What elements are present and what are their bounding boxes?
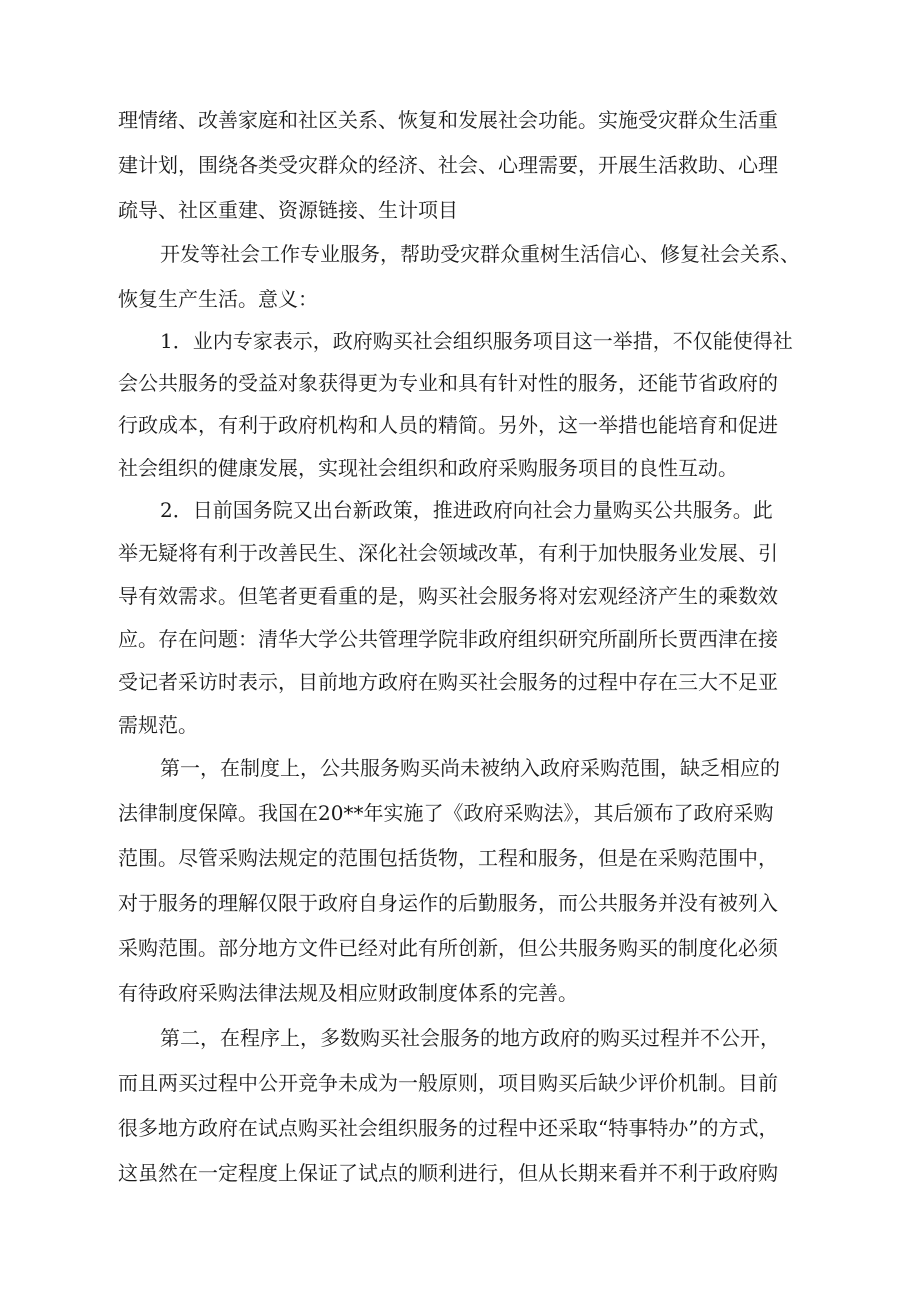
paragraph-6-line-2: 而且两买过程中公开竞争未成为一般原则，项目购买后缺少评价机制。目前 bbox=[118, 1071, 778, 1095]
paragraph-5-line-3: 范围。尽管采购法规定的范围包括货物，工程和服务，但是在采购范围中， bbox=[118, 846, 778, 870]
paragraph-2-line-2: 恢复生产生活。意义： bbox=[118, 287, 318, 311]
paragraph-4-line-1: 2．日前国务院又出台新政策，推进政府向社会力量购买公共服务。此 bbox=[160, 498, 773, 522]
paragraph-6-line-3: 很多地方政府在试点购买社会组织服务的过程中还采取“特事特办”的方式， bbox=[118, 1116, 779, 1140]
paragraph-4-line-3: 导有效需求。但笔者更看重的是，购买社会服务将对宏观经济产生的乘数效 bbox=[118, 584, 778, 608]
paragraph-4-line-6: 需规范。 bbox=[118, 713, 198, 737]
paragraph-3-line-1: 1．业内专家表示，政府购买社会组织服务项目这一举措，不仅能使得社 bbox=[160, 329, 793, 353]
paragraph-4-line-4: 应。存在问题：清华大学公共管理学院非政府组织研究所副所长贾西津在接 bbox=[118, 627, 778, 651]
paragraph-5-line-5: 采购范围。部分地方文件已经对此有所创新，但公共服务购买的制度化必须 bbox=[118, 936, 778, 960]
paragraph-2-line-1: 开发等社会工作专业服务，帮助受灾群众重树生活信心、修复社会关系、 bbox=[160, 242, 800, 266]
paragraph-1-line-1: 理情绪、改善家庭和社区关系、恢复和发展社会功能。实施受灾群众生活重 bbox=[118, 108, 778, 132]
paragraph-4-line-2: 举无疑将有利于改善民生、深化社会领域改革，有利于加快服务业发展、引 bbox=[118, 541, 778, 565]
paragraph-6-line-1: 第二，在程序上，多数购买社会服务的地方政府的购买过程并不公开， bbox=[160, 1026, 780, 1050]
paragraph-5-line-6: 有待政府采购法律法规及相应财政制度体系的完善。 bbox=[118, 981, 578, 1005]
paragraph-1-line-3: 疏导、社区重建、资源链接、生计项目 bbox=[118, 198, 458, 222]
paragraph-5-line-4: 对于服务的理解仅限于政府自身运作的后勤服务，而公共服务并没有被列入 bbox=[118, 891, 778, 915]
paragraph-6-line-4: 这虽然在一定程度上保证了试点的顺利进行，但从长期来看并不利于政府购 bbox=[118, 1161, 778, 1185]
paragraph-3-line-4: 社会组织的健康发展，实现社会组织和政府采购服务项目的良性互动。 bbox=[118, 456, 738, 480]
paragraph-5-line-2: 法律制度保障。我国在20**年实施了《政府采购法》，其后颁布了政府采购 bbox=[118, 801, 774, 825]
paragraph-3-line-3: 行政成本，有利于政府机构和人员的精简。另外，这一举措也能培育和促进 bbox=[118, 413, 778, 437]
paragraph-4-line-5: 受记者采访时表示，目前地方政府在购买社会服务的过程中存在三大不足亚 bbox=[118, 670, 778, 694]
paragraph-1-line-2: 建计划，围绕各类受灾群众的经济、社会、心理需要，开展生活救助、心理 bbox=[118, 153, 778, 177]
paragraph-5-line-1: 第一，在制度上，公共服务购买尚未被纳入政府采购范围，缺乏相应的 bbox=[160, 756, 780, 780]
paragraph-3-line-2: 会公共服务的受益对象获得更为专业和具有针对性的服务，还能节省政府的 bbox=[118, 371, 778, 395]
